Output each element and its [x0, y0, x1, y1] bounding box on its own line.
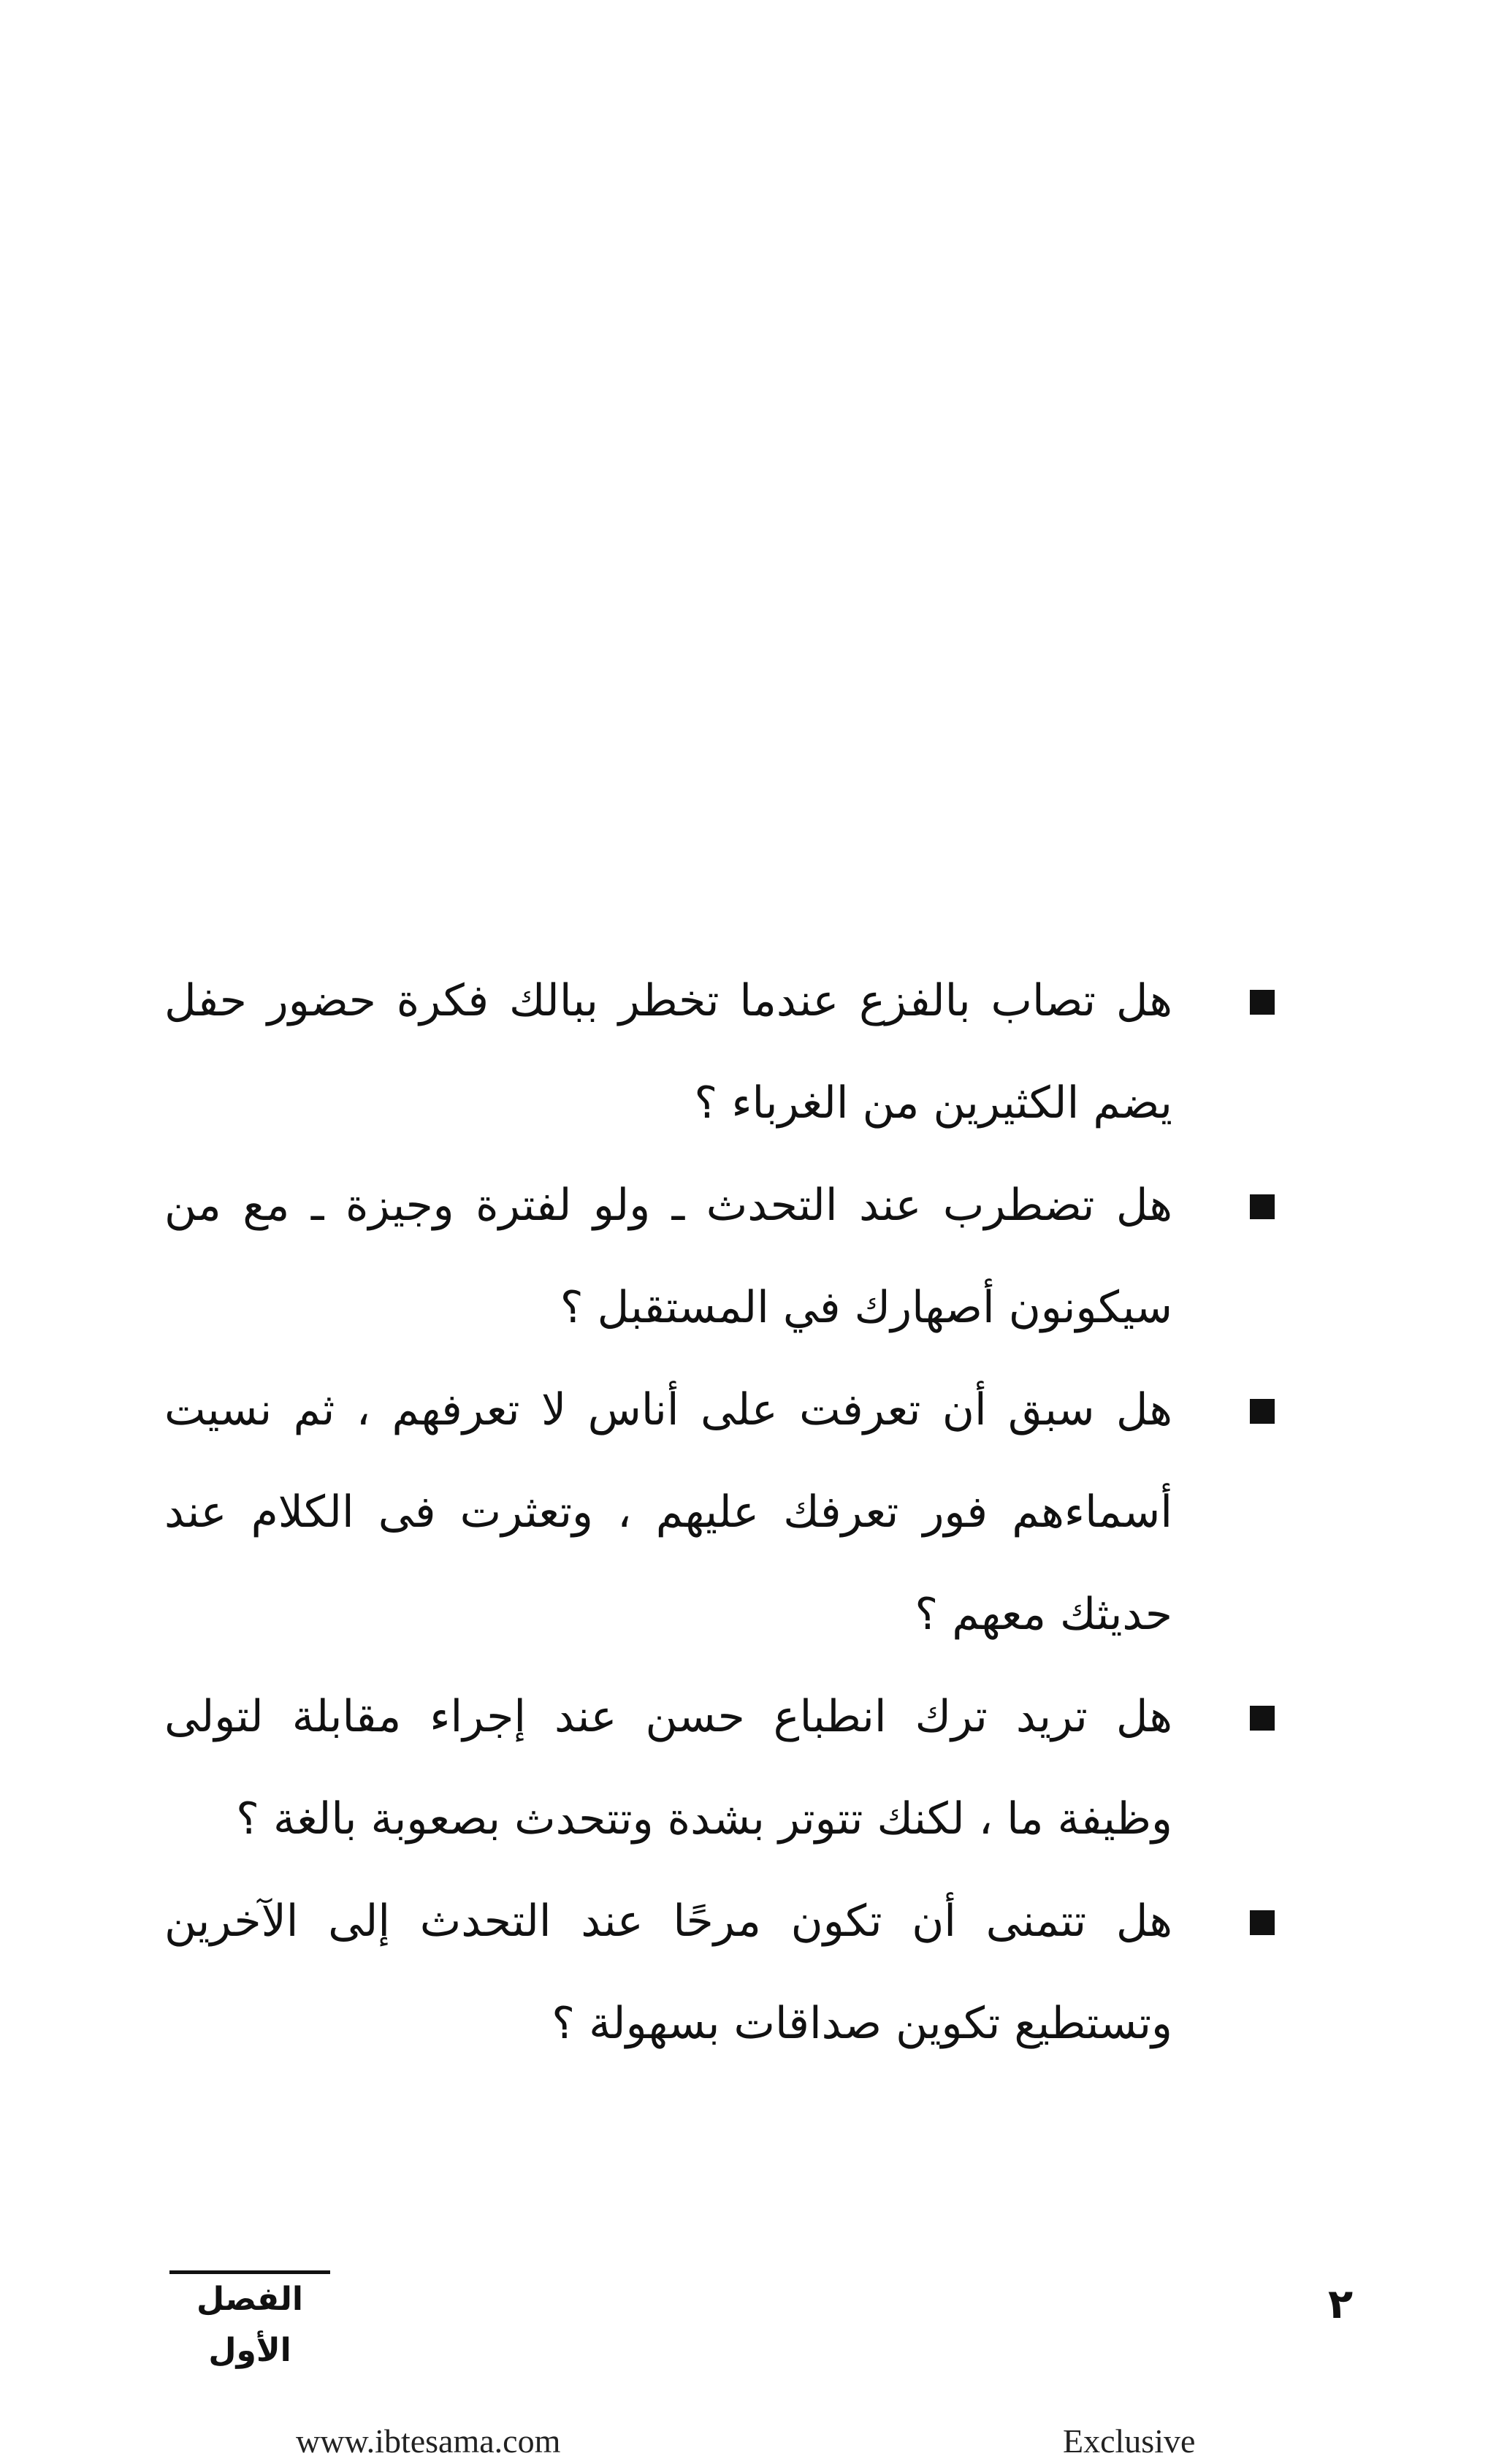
page-number: ٢ — [1328, 2281, 1354, 2328]
question-item — [164, 1870, 1275, 2075]
question-text: هل سبق أن تعرفت على أناس لا تعرفهم ، ثم نسيت أسماءهم فور تعرفك عليهم ، وتعثرت فى الكلام عند حديثك معهم ؟ — [164, 1384, 1172, 1640]
question-text: هل تضطرب عند التحدث ـ ولو لفترة وجيزة ـ مع من سيكونون أصهارك في المستقبل ؟ — [164, 1180, 1172, 1333]
question-list — [164, 950, 1275, 2075]
chapter-label: الفصل الأول — [169, 2270, 330, 2376]
question-item — [164, 1359, 1275, 1666]
square-bullet-icon — [1250, 1399, 1275, 1424]
question-item — [164, 1154, 1275, 1359]
square-bullet-icon — [1250, 1706, 1275, 1731]
question-item — [164, 950, 1275, 1154]
footer-tag: Exclusive — [1063, 2422, 1196, 2460]
question-item — [164, 1666, 1275, 1870]
footer-url: www.ibtesama.com — [296, 2422, 561, 2460]
square-bullet-icon — [1250, 1194, 1275, 1219]
question-text: هل تصاب بالفزع عندما تخطر ببالك فكرة حضور حفل يضم الكثيرين من الغرباء ؟ — [164, 975, 1172, 1129]
square-bullet-icon — [1250, 1910, 1275, 1935]
question-text: هل تريد ترك انطباع حسن عند إجراء مقابلة لتولى وظيفة ما ، لكنك تتوتر بشدة وتتحدث بصعوبة بالغة ؟ — [164, 1691, 1172, 1845]
square-bullet-icon — [1250, 990, 1275, 1015]
question-text: هل تتمنى أن تكون مرحًا عند التحدث إلى الآخرين وتستطيع تكوين صداقات بسهولة ؟ — [164, 1896, 1172, 2049]
